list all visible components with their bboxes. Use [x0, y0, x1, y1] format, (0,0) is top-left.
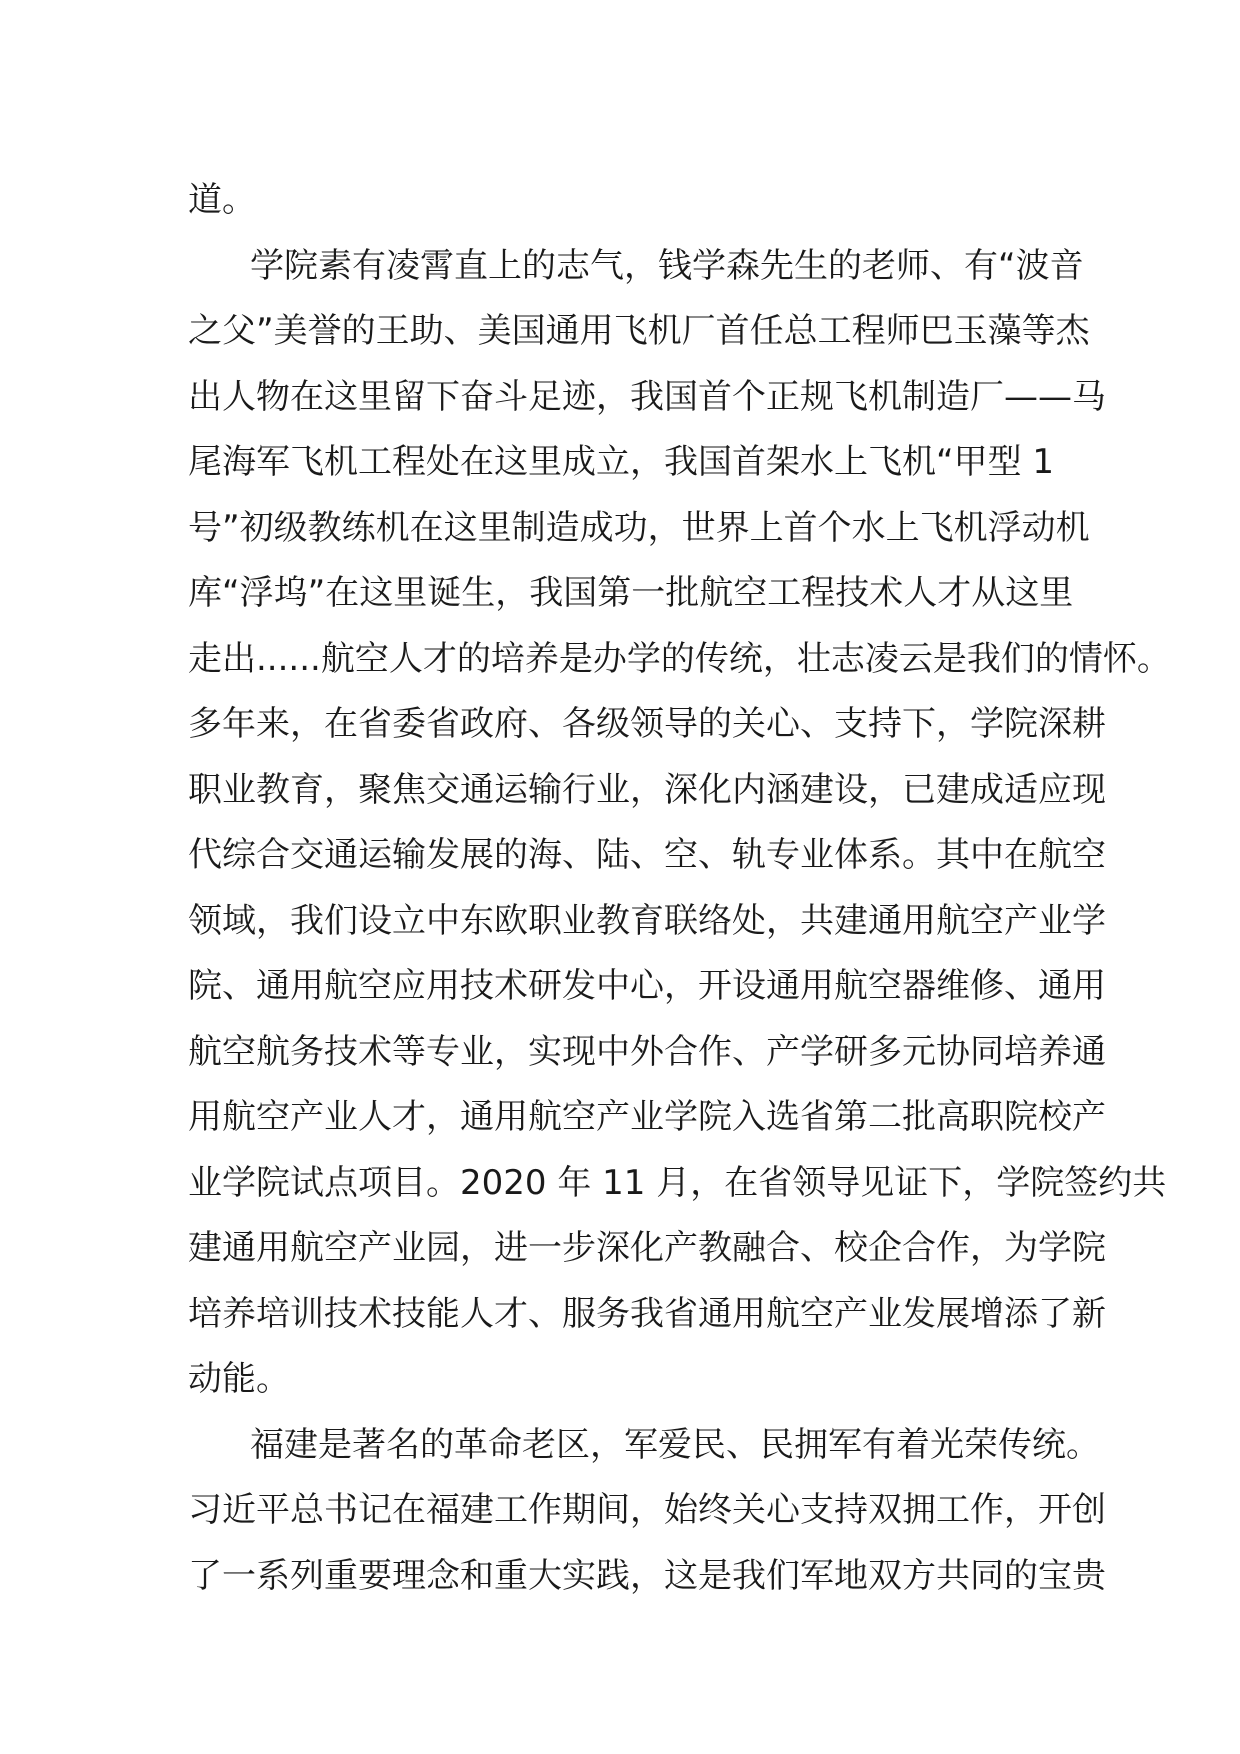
text-line: 了一系列重要理念和重大实践，这是我们军地双方共同的宝贵	[188, 1555, 1106, 1596]
text-line: 出人物在这里留下奋斗足迹，我国首个正规飞机制造厂——马	[188, 376, 1106, 417]
text-line: 之父”美誉的王助、美国通用飞机厂首任总工程师巴玉藻等杰	[188, 311, 1090, 351]
text-line: 库“浮坞”在这里诞生，我国第一批航空工程技术人才从这里	[188, 573, 1074, 613]
text-line: 业学院试点项目。2020 年 11 月，在省领导见证下，学院签约共	[188, 1162, 1167, 1203]
text-line: 代综合交通运输发展的海、陆、空、轨专业体系。其中在航空	[188, 835, 1106, 875]
paragraph-start-line: 学院素有凌霄直上的志气，钱学森先生的老师、有“波音	[250, 245, 1084, 286]
text-line: 领域，我们设立中东欧职业教育联络处，共建通用航空产业学	[188, 900, 1106, 941]
text-line: 习近平总书记在福建工作期间，始终关心支持双拥工作，开创	[188, 1490, 1106, 1530]
text-line: 职业教育，聚焦交通运输行业，深化内涵建设，已建成适应现	[188, 769, 1106, 810]
text-line: 院、通用航空应用技术研发中心，开设通用航空器维修、通用	[188, 966, 1106, 1006]
text-line: 多年来，在省委省政府、各级领导的关心、支持下，学院深耕	[188, 704, 1106, 744]
text-line: 走出......航空人才的培养是办学的传统，壮志凌云是我们的情怀。	[188, 638, 1171, 679]
text-line: 号”初级教练机在这里制造成功，世界上首个水上飞机浮动机	[188, 507, 1090, 548]
paragraph-start-line: 福建是著名的革命老区，军爱民、民拥军有着光荣传统。	[250, 1424, 1100, 1465]
text-line: 航空航务技术等专业，实现中外合作、产学研多元协同培养通	[188, 1031, 1106, 1072]
text-line: 动能。	[188, 1359, 290, 1399]
text-line: 用航空产业人才，通用航空产业学院入选省第二批高职院校产	[188, 1097, 1106, 1137]
text-line: 道。	[188, 180, 256, 220]
text-line: 建通用航空产业园，进一步深化产教融合、校企合作，为学院	[188, 1228, 1106, 1268]
text-line: 尾海军飞机工程处在这里成立，我国首架水上飞机“甲型 1	[188, 442, 1055, 482]
text-line: 培养培训技术技能人才、服务我省通用航空产业发展增添了新	[188, 1293, 1106, 1334]
body-text	[188, 168, 1171, 1609]
